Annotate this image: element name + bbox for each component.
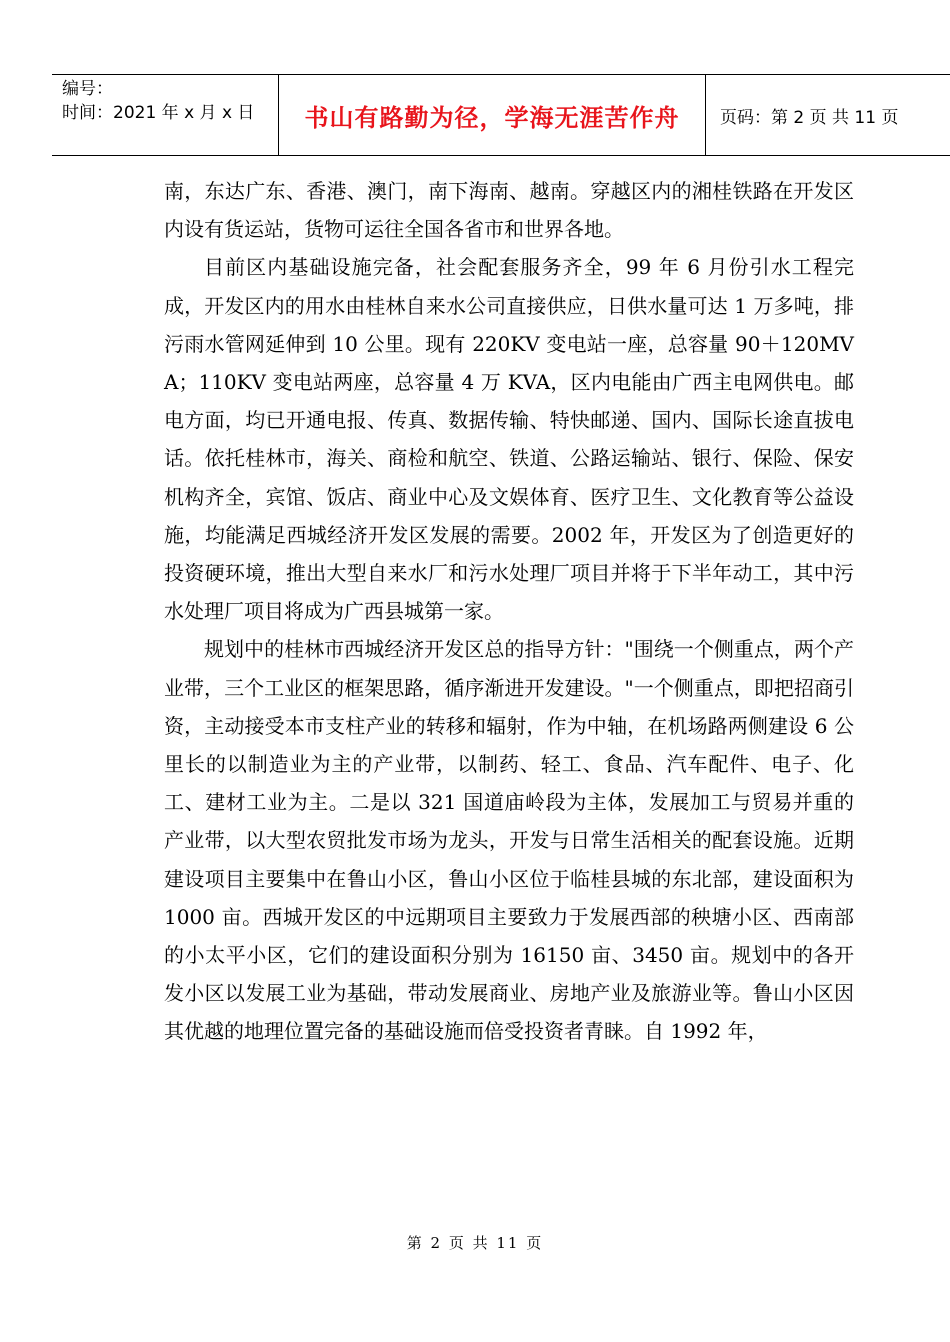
- document-number-label: 编号：: [62, 79, 113, 99]
- paragraph-planning: 规划中的桂林市西城经济开发区总的指导方针："围绕一个侧重点，两个产业带，三个工业区的框架思路，循序渐进开发建设。"一个侧重点，即把招商引资，主动接受本市支柱产业的转移和辐射，作为中轴，在机场路两侧建设 6 公里长的以制造业为主的产业带，以制药、轻工、食品、汽车配件、电子、化工、建材工业为主。二是以 321 国道庙岭段为主体，发展加工与贸易并重的产业带，以大型农贸批发市场为龙头，开发与日常生活相关的配套设施。近期建设项目主要集中在鲁山小区，鲁山小区位于临桂县城的东北部，建设面积为 1000 亩。西城开发区的中远期项目主要致力于发展西部的秧塘小区、西南部的小太平小区，它们的建设面积分别为 16150 亩、3450 亩。规划中的各开发小区以发展工业为基础，带动发展商业、房地产业及旅游业等。鲁山小区因其优越的地理位置完备的基础设施而倍受投资者青睐。自 1992 年，: [164, 637, 854, 1044]
- header-motto: 书山有路勤为径，学海无涯苦作舟: [304, 103, 680, 132]
- document-date: 时间：2021 年 x 月 x 日: [62, 103, 255, 123]
- paragraph-infrastructure: 目前区内基础设施完备，社会配套服务齐全，99 年 6 月份引水工程完成，开发区内的用水由桂林自来水公司直接供应，日供水量可达 1 万多吨，排污雨水管网延伸到 10 公里。现有 220KV 变电站一座，总容量 90＋120MVA；110KV 变电站两座，总容量 4 万 KVA，区内电能由广西主电网供电。邮电方面，均已开通电报、传真、数据传输、特快邮递、国内、国际长途直拔电话。依托桂林市，海关、商检和航空、铁道、公路运输站、银行、保险、保安机构齐全，宾馆、饭店、商业中心及文娱体育、医疗卫生、文化教育等公益设施，均能满足西城经济开发区发展的需要。2002 年，开发区为了创造更好的投资硬环境，推出大型自来水厂和污水处理厂项目并将于下半年动工，其中污水处理厂项目将成为广西县城第一家。: [164, 255, 854, 624]
- page-footer: 第 2 页 共 11 页: [406, 1234, 544, 1252]
- header-motto-cell: [279, 75, 706, 155]
- paragraph-continued: 南，东达广东、香港、澳门，南下海南、越南。穿越区内的湘桂铁路在开发区内设有货运站，货物可运往全国各省市和世界各地。: [164, 179, 854, 242]
- header-page-cell: [706, 75, 950, 155]
- page-header: [52, 74, 950, 156]
- header-meta-cell: [52, 75, 279, 155]
- document-body: [164, 172, 854, 1051]
- header-page-code: 页码：第 2 页 共 11 页: [720, 107, 899, 128]
